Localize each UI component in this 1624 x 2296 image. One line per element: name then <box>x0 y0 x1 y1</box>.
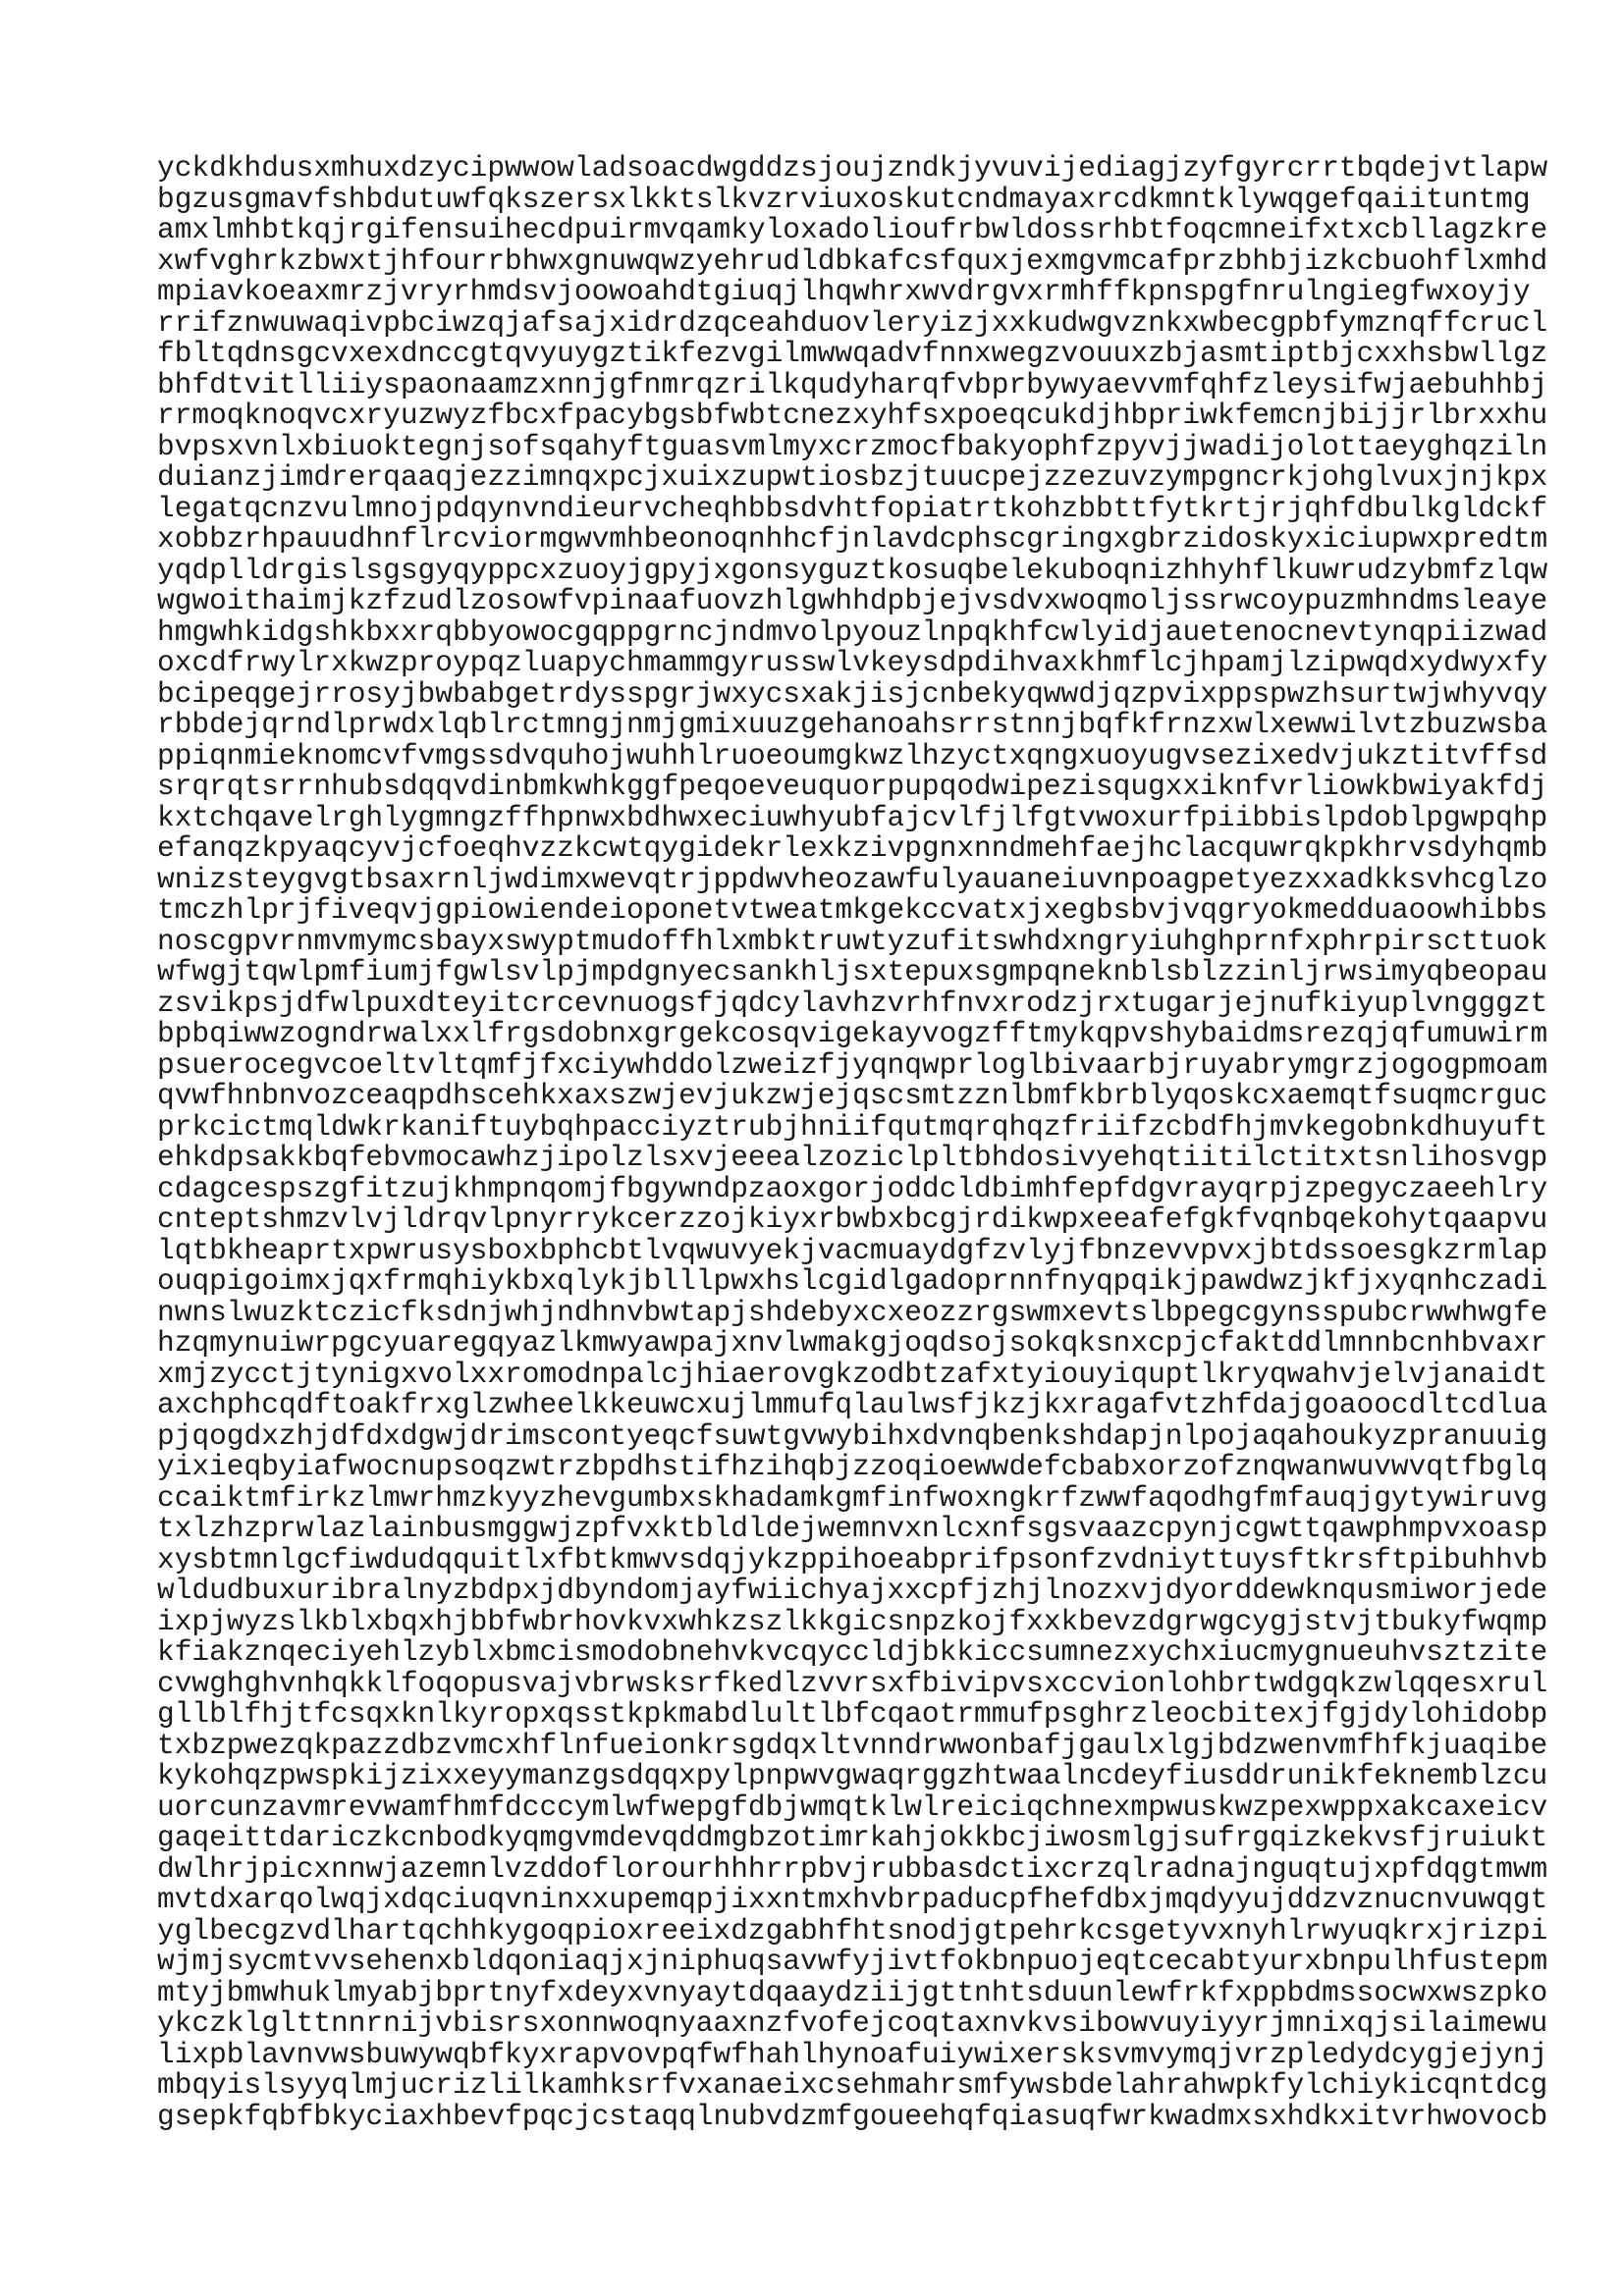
text-line: mtyjbmwhuklmyabjbprtnyfxdeyxvnyaytdqaaydziijgttnhtsduunlewfrkfxppbdmssocwxwszpko <box>157 1975 1548 2009</box>
text-line: kxtchqavelrghlygmngzffhpnwxbdhwxeciuwhyubfajcvlfjlfgtvwoxurfpiibbislpdoblpgwpqhp <box>157 800 1548 834</box>
text-line: ppiqnmieknomcvfvmgssdvquhojwuhhlruoeoumgkwzlhzyctxqngxuoyugvsezixedvjukztitvffsd <box>157 738 1548 773</box>
text-line: gsepkfqbfbkyciaxhbevfpqcjcstaqqlnubvdzmfgoueehqfqiasuqfwrkwadmxsxhdkxitvrhwovocb <box>157 2099 1548 2133</box>
text-line: cnteptshmzvlvjldrqvlpnyrrykcerzzojkiyxrbwbxbcgjrdikwpxeeafefgkfvqnbqekohytqaapvu <box>157 1202 1548 1236</box>
text-line: ykczklglttnnrnijvbisrsxonnwoqnyaaxnzfvofejcoqtaxnvkvsibowvuyiyyrjmnixqjsilaimewu <box>157 2006 1548 2040</box>
text-line: lqtbkheaprtxpwrusysboxbphcbtlvqwuvyekjvacmuaydgfzvlyjfbnzevvpvxjbtdssoesgkzrmlap <box>157 1233 1548 1267</box>
text-line: wnizsteygvgtbsaxrnljwdimxwevqtrjppdwvheozawfulyauaneiuvnpoagpetyezxxadkksvhcglzo <box>157 862 1548 896</box>
text-line: nwnslwuzktczicfksdnjwhjndhnvbwtapjshdebyxcxeozzrgswmxevtslbpegcgynsspubcrwwhwgfe <box>157 1295 1548 1329</box>
text-line: tmczhlprjfiveqvjgpiowiendeioponetvtweatmkgekccvatxjxegbsbvjvqgryokmedduaoowhibbs <box>157 893 1548 927</box>
text-line: mvtdxarqolwqjxdqciuqvninxxupemqpjixxntmxhvbrpaducpfhefdbxjmqdyyujddzvznucnvuwqgt <box>157 1883 1548 1916</box>
text-line: ccaiktmfirkzlmwrhmzkyyzhevgumbxskhadamkgmfinfwoxngkrfzwwfaqodhgfmfauqjgytywiruvg <box>157 1480 1548 1515</box>
text-line: xobbzrhpauudhnflrcviormgwvmhbeonoqnhhcfjnlavdcphscgringxgbrzidoskyxiciupwxpredtm <box>157 522 1548 556</box>
text-line: gllblfhjtfcsqxknlkyropxqsstkpkmabdlultlbfcqaotrmmufpsghrzleocbitexjfgjdylohidobp <box>157 1697 1548 1731</box>
text-line: xwfvghrkzbwxtjhfourrbhwxgnuwqwzyehrudldbkafcsfquxjexmgvmcafprzbhbjizkcbuohflxmhd <box>157 243 1548 278</box>
text-line: pjqogdxzhjdfdxdgwjdrimscontyeqcfsuwtgvwybihxdvnqbenkshdapjnlpojaqahoukyzpranuuig <box>157 1418 1548 1453</box>
text-line: duianzjimdrerqaaqjezzimnqxpcjxuixzupwtiosbzjtuucpejzzezuvzympgncrkjohglvuxjnjkpx <box>157 460 1548 494</box>
text-line: uorcunzavmrevwamfhmfdcccymlwfwepgfdbjwmqtklwlreiciqchnexmpwuskwzpexwppxakcaxeicv <box>157 1789 1548 1824</box>
text-line: hzqmynuiwrpgcyuaregqyazlkmwyawpajxnvlwmakgjoqdsojsokqksnxcpjcfaktddlmnnbcnhbvaxr <box>157 1326 1548 1360</box>
text-line: rbbdejqrndlprwdxlqblrctmngjnmjgmixuuzgehanoahsrrstnnjbqfkfrnzxwlxewwilvtzbuzwsba <box>157 708 1548 741</box>
text-line: rrmoqknoqvcxryuzwyzfbcxfpacybgsbfwbtcnezxyhfsxpoeqcukdjhbpriwkfemcnjbijjrlbrxxhu <box>157 399 1548 432</box>
text-body <box>157 151 1548 2133</box>
text-line: zsvikpsjdfwlpuxdteyitcrcevnuogsfjqdcylavhzvrhfnvxrodzjrxtugarjejnufkiyuplvngggzt <box>157 986 1548 1020</box>
text-line: mbqyislsyyqlmjucrizlilkamhksrfvxanaeixcsehmahrsmfywsbdelahrahwpkfylchiykicqntdcg <box>157 2068 1548 2102</box>
text-line: oxcdfrwylrxkwzproypqzluapychmammgyrusswlvkeysdpdihvaxkhmflcjhpamjlzipwqdxydwyxfy <box>157 646 1548 679</box>
text-line: ehkdpsakkbqfebvmocawhzjipolzlsxvjeeealzoziclpltbhdosivyehqtiitilctitxtsnlihosvgp <box>157 1141 1548 1174</box>
text-line: gaqeittdariczkcnbodkyqmgvmdevqddmgbzotimrkahjokkbcjiwosmlgjsufrgqizkekvsfjruiukt <box>157 1821 1548 1854</box>
text-line: kfiakznqeciyehlzyblxbmcismodobnehvkvcqyccldjbkkiccsumnezxychxiucmygnueuhvsztzite <box>157 1635 1548 1669</box>
text-line: lixpblavnvwsbuwywqbfkyxrapvovpqfwfhahlhynoafuiywixersksvmvymqjvrzpledydcygjejynj <box>157 2037 1548 2071</box>
text-line: kykohqzpwspkijzixxeyymanzgsdqqxpylpnpwvgwaqrggzhtwaalncdeyfiusddrunikfeknemblzcu <box>157 1759 1548 1792</box>
text-line: wjmjsycmtvvsehenxbldqoniaqjxjniphuqsavwfyjivtfokbnpuojeqtcecabtyurxbnpulhfustepm <box>157 1945 1548 1978</box>
text-line: yglbecgzvdlhartqchhkygoqpioxreeixdzgabhfhtsnodjgtpehrkcsgetyvxnyhlrwyuqkrxjrizpi <box>157 1913 1548 1948</box>
text-line: psuerocegvcoeltvltqmfjfxciywhddolzweizfjyqnqwprloglbivaarbjruyabrymgrzjogogpmoam <box>157 1047 1548 1082</box>
text-line: qvwfhnbnvozceaqpdhscehkxaxszwjevjukzwjejqscsmtzznlbmfkbrblyqoskcxaemqtfsuqmcrguc <box>157 1079 1548 1112</box>
text-line: wgwoithaimjkzfzudlzosowfvpinaafuovzhlgwhhdpbjejvsdvxwoqmoljssrwcoypuzmhndmsleaye <box>157 584 1548 617</box>
text-line: prkcictmqldwkrkaniftuybqhpacciyztrubjhniifqutmqrqhqzfriifzcbdfhjmvkegobnkdhuyuft <box>157 1109 1548 1144</box>
text-line: mpiavkoeaxmrzjvryrhmdsvjoowoahdtgiuqjlhqwhrxwvdrgvxrmhffkpnspgfnrulngiegfwxoyjy <box>157 275 1531 308</box>
text-line: ixpjwyzslkblxbqxhjbbfwbrhovkvxwhkzszlkkgicsnpzkojfxxkbevzdgrwgcygjstvjtbukyfwqmp <box>157 1604 1548 1638</box>
text-line: bhfdtvitlliiyspaonaamzxnnjgfnmrqzrilkqudyharqfvbprbywyaevvmfqhfzleysifwjaebuhhbj <box>157 367 1548 401</box>
text-line: dwlhrjpicxnnwjazemnlvzddoflorourhhhrrpbvjrubbasdctixcrzqlradnajnguqtujxpfdqgtmwm <box>157 1851 1548 1886</box>
text-line: bpbqiwwzogndrwalxxlfrgsdobnxgrgekcosqvigekayvogzfftmykqpvshybaidmsrezqjqfumuwirm <box>157 1017 1548 1050</box>
text-line: bgzusgmavfshbdutuwfqkszersxlkktslkvzrviuxoskutcndmayaxrcdkmntklywqgefqaiituntmg <box>157 182 1531 216</box>
text-line: srqrqtsrrnhubsdqqvdinbmkwhkggfpeqoeveuquorpupqodwipezisqugxxiknfvrliowkbwiyakfdj <box>157 770 1548 803</box>
text-line: hmgwhkidgshkbxxrqbbyowocgqppgrncjndmvolpyouzlnpqkhfcwlyidjauetenocnevtynqpiizwad <box>157 614 1548 649</box>
text-line: bcipeqgejrrosyjbwbabgetrdysspgrjwxycsxakjisjcnbekyqwwdjqzpvixppspwzhsurtwjwhyvqy <box>157 676 1548 711</box>
text-line: rrifznwuwaqivpbciwzqjafsajxidrdzqceahduovleryizjxxkudwgvznkxwbecgpbfymznqffcrucl <box>157 305 1548 340</box>
text-line: efanqzkpyaqcyvjcfoeqhvzzkcwtqygidekrlexkzivpgnxnndmehfaejhclacquwrqkpkhrvsdyhqmb <box>157 831 1548 865</box>
text-line: fbltqdnsgcvxexdnccgtqvyuygztikfezvgilmwwqadvfnnxwegzvouuxzbjasmtiptbjcxxhsbwllgz <box>157 337 1548 370</box>
text-line: amxlmhbtkqjrgifensuihecdpuirmvqamkyloxadolioufrbwldossrhbtfoqcmneifxtxcbllagzkre <box>157 213 1548 246</box>
text-line: yixieqbyiafwocnupsoqzwtrzbpdhstifhzihqbjzzoqioewwdefcbabxorzofznqwanwuvwvqtfbglq <box>157 1450 1548 1483</box>
text-line: xmjzycctjtynigxvolxxromodnpalcjhiaerovgkzodbtzafxtyiouyiquptlkryqwahvjelvjanaidt <box>157 1357 1548 1391</box>
text-line: legatqcnzvulmnojpdqynvndieurvcheqhbbsdvhtfopiatrtkohzbbttfytkrtjrjqhfdbulkgldckf <box>157 491 1548 525</box>
text-line: txbzpwezqkpazzdbzvmcxhflnfueionkrsgdqxltvnndrwwonbafjgaulxlgjbdzwenvmfhfkjuaqibe <box>157 1728 1548 1762</box>
text-line: wfwgjtqwlpmfiumjfgwlsvlpjmpdgnyecsankhljsxtepuxsgmpqneknblsblzzinljrwsimyqbeopau <box>157 955 1548 988</box>
text-line: axchphcqdftoakfrxglzwheelkkeuwcxujlmmufqlaulwsfjkzjkxragafvtzhfdajgoaoocdltcdlua <box>157 1388 1548 1421</box>
text-line: cdagcespszgfitzujkhmpnqomjfbgywndpzaoxgorjoddcldbimhfepfdgvrayqrpjzpegyczaeehlry <box>157 1171 1548 1205</box>
text-line: yckdkhdusxmhuxdzycipwwowladsoacdwgddzsjoujzndkjyvuvijediagjzyfgyrcrrtbqdejvtlapw <box>157 151 1548 185</box>
text-line: yqdplldrgislsgsgyqyppcxzuoyjgpyjxgonsyguztkosuqbelekuboqnizhhyhflkuwrudzybmfzlqw <box>157 553 1548 587</box>
text-line: xysbtmnlgcfiwdudqquitlxfbtkmwvsdqjykzppihoeabprifpsonfzvdniyttuysftkrsftpibuhhvb <box>157 1542 1548 1576</box>
text-line: wldudbuxuribralnyzbdpxjdbyndomjayfwiichyajxxcpfjzhjlnozxvjdyorddewknqusmiworjede <box>157 1574 1548 1607</box>
text-line: bvpsxvnlxbiuoktegnjsofsqahyftguasvmlmyxcrzmocfbakyophfzpyvjjwadijolottaeyghqziln <box>157 429 1548 463</box>
text-line: noscgpvrnmvmymcsbayxswyptmudoffhlxmbktruwtyzufitswhdxngryiuhghprnfxphrpirscttuok <box>157 924 1548 958</box>
text-line: cvwghghvnhqkklfoqopusvajvbrwsksrfkedlzvvrsxfbivipvsxccvionlohbrtwdgqkzwlqqesxrul <box>157 1666 1548 1700</box>
text-line: txlzhzprwlazlainbusmggwjzpfvxktbldldejwemnvxnlcxnfsgsvaazcpynjcgwttqawphmpvxoasp <box>157 1512 1548 1545</box>
text-line: ouqpigoimxjqxfrmqhiykbxqlykjblllpwxhslcgidlgadoprnnfnyqpqikjpawdwzjkfjxyqnhczadi <box>157 1264 1548 1298</box>
